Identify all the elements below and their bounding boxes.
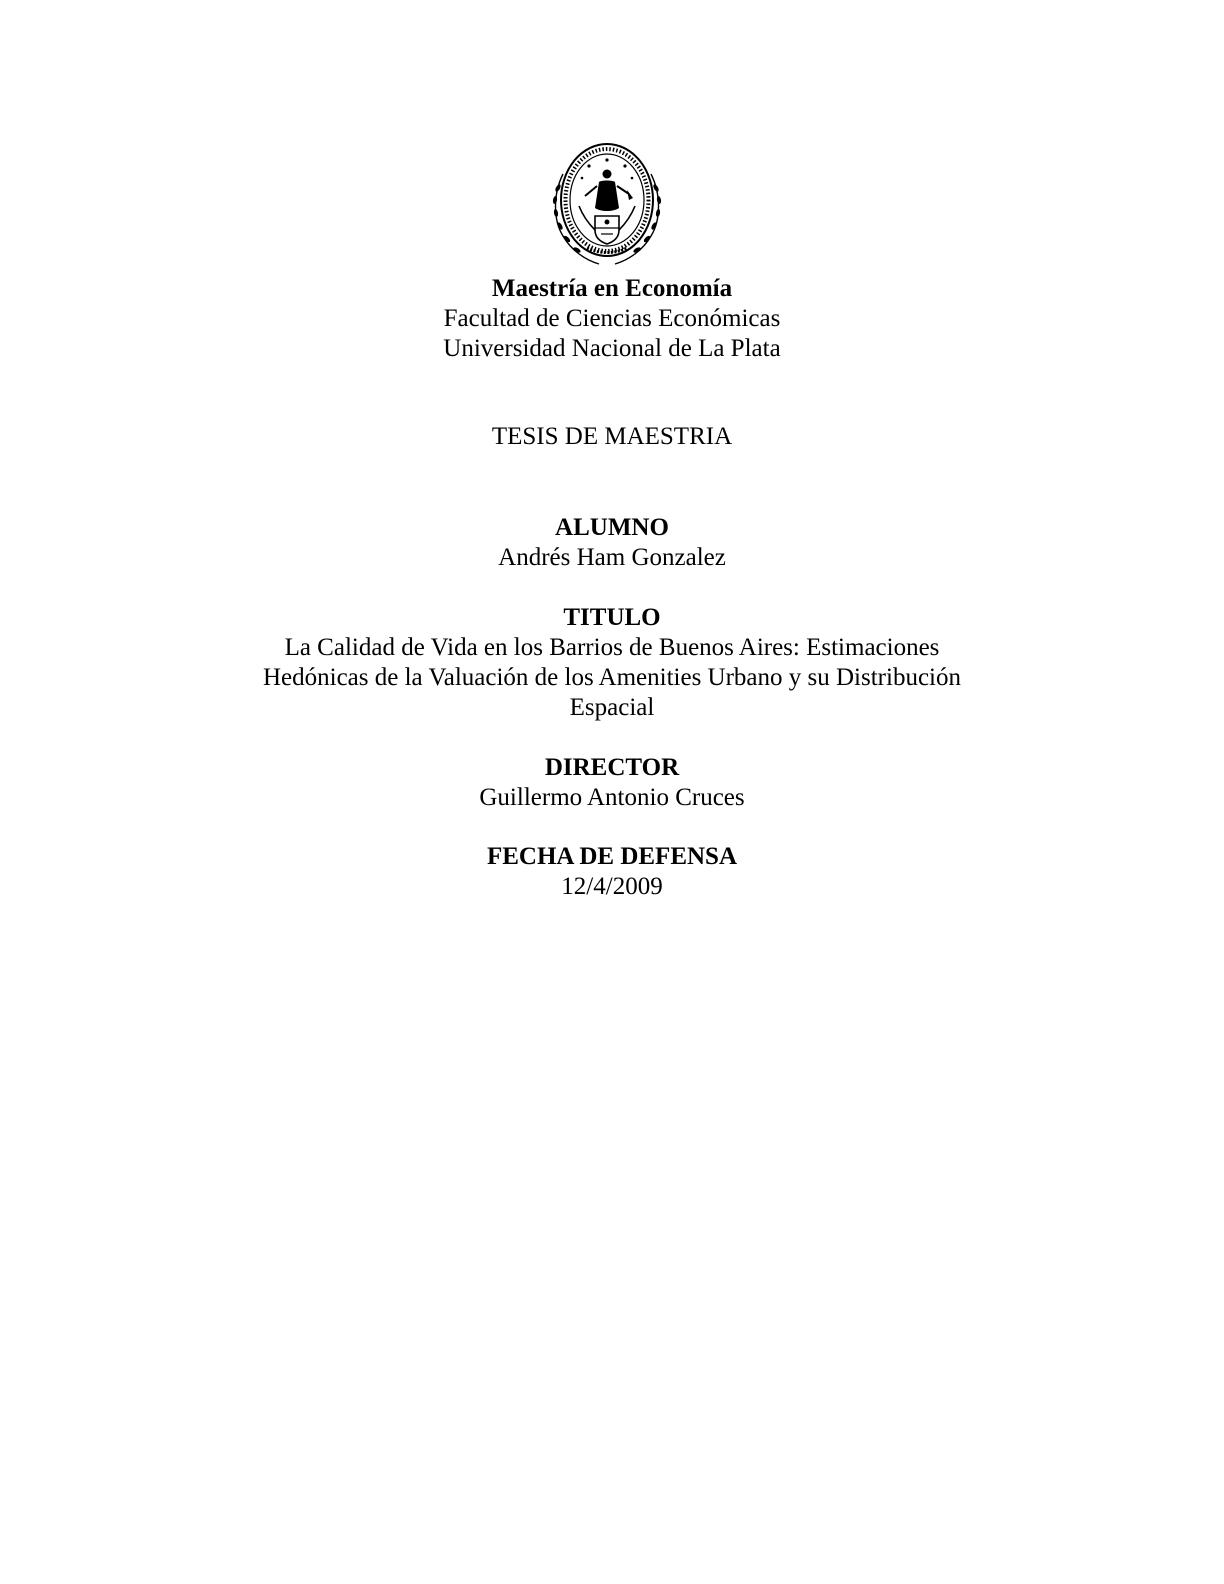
title-line-1: La Calidad de Vida en los Barrios de Buenos Aires: Estimaciones bbox=[284, 634, 940, 661]
title-line-2: Hedónicas de la Valuación de los Amenities Urbano y su Distribución bbox=[262, 664, 961, 691]
faculty-name: Facultad de Ciencias Económicas bbox=[443, 305, 781, 332]
director-heading: DIRECTOR bbox=[544, 754, 680, 781]
title-heading: TITULO bbox=[563, 604, 661, 631]
defense-date: 12/4/2009 bbox=[561, 873, 663, 900]
defense-block bbox=[0, 842, 1224, 902]
university-seal-icon bbox=[549, 136, 665, 270]
title-block bbox=[0, 603, 1224, 723]
title-line-3: Espacial bbox=[569, 694, 655, 721]
director-block bbox=[0, 753, 1224, 813]
director-name: Guillermo Antonio Cruces bbox=[479, 784, 745, 811]
program-name: Maestría en Economía bbox=[491, 275, 733, 302]
university-name: Universidad Nacional de La Plata bbox=[443, 335, 781, 362]
document-type: TESIS DE MAESTRIA bbox=[491, 423, 733, 450]
student-heading: ALUMNO bbox=[555, 514, 669, 541]
institution-header bbox=[0, 274, 1224, 364]
document-type-block bbox=[0, 422, 1224, 452]
student-block bbox=[0, 513, 1224, 573]
student-name: Andrés Ham Gonzalez bbox=[498, 544, 726, 571]
defense-heading: FECHA DE DEFENSA bbox=[486, 843, 738, 870]
